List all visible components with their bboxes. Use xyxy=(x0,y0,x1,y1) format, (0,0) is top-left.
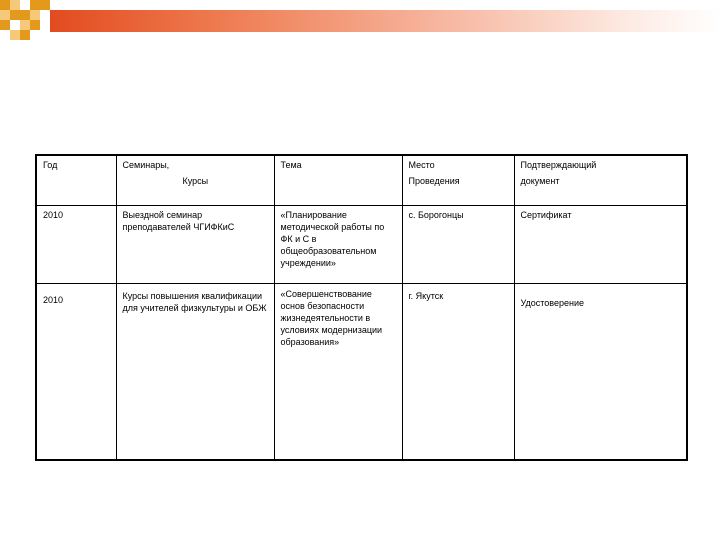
table-row xyxy=(36,283,687,460)
cell-event: Выездной семинар преподавателей ЧГИФКиС xyxy=(116,205,274,283)
cell-topic: «Планирование методической работы по ФК и С в общеобразовательном учреждении» xyxy=(274,205,402,283)
cell-topic: «Совершенствование основ безопасности жизнедеятельности в условиях модернизации образования» xyxy=(274,283,402,460)
table-header-row xyxy=(36,155,687,205)
cell-place: г. Якутск xyxy=(402,283,514,460)
header-cell-topic: Тема xyxy=(274,155,402,205)
courses-table xyxy=(35,154,688,461)
table-row xyxy=(36,205,687,283)
cell-document: Удостоверение xyxy=(514,283,687,460)
cell-year: 2010 xyxy=(36,283,116,460)
header-cell-place: Место Проведения xyxy=(402,155,514,205)
cell-year: 2010 xyxy=(36,205,116,283)
cell-document: Сертификат xyxy=(514,205,687,283)
header-cell-seminars: Семинары, Курсы xyxy=(116,155,274,205)
cell-event: Курсы повышения квалификации для учителей физкультуры и ОБЖ xyxy=(116,283,274,460)
header-cell-year: Год xyxy=(36,155,116,205)
cell-place: с. Борогонцы xyxy=(402,205,514,283)
header-gradient-bar xyxy=(50,10,720,32)
header-cell-document: Подтверждающий документ xyxy=(514,155,687,205)
